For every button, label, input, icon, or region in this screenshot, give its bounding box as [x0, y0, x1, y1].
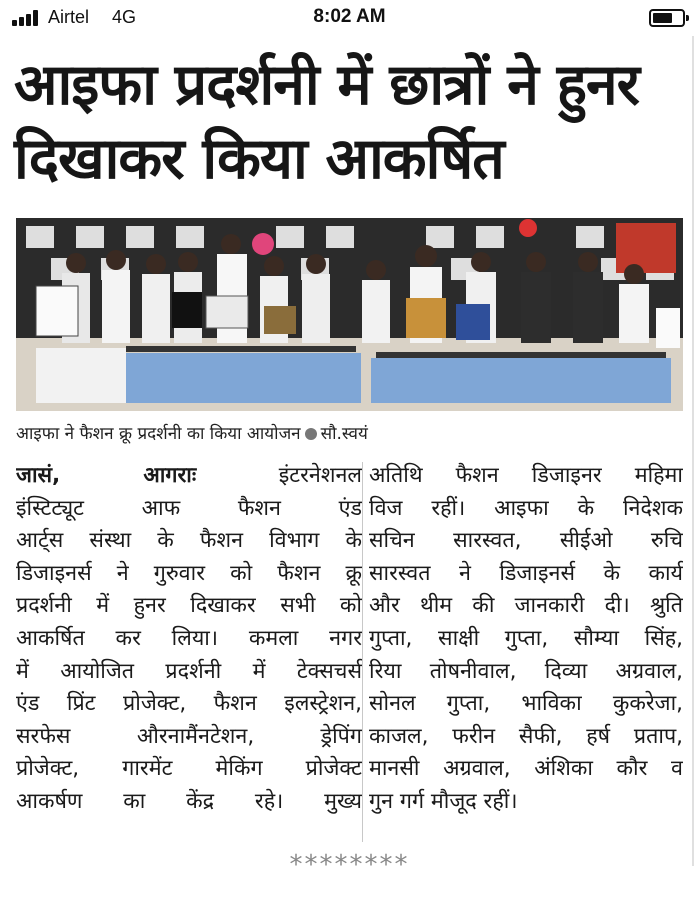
- article-line: सारस्वत ने डिजाइनर्स के कार्य: [369, 560, 683, 586]
- article-line: सरफेस औरनामैंनटेशन, ड्रेपिंग: [16, 723, 362, 749]
- bullet-dot-icon: [305, 428, 317, 440]
- article-line: आकर्षित कर लिया। कमला नगर: [16, 625, 362, 651]
- article-line: प्रदर्शनी में हुनर दिखाकर सभी को: [16, 593, 362, 619]
- status-bar: [0, 0, 699, 36]
- section-separator: ********: [289, 850, 410, 880]
- article-line: अतिथि फैशन डिजाइनर महिमा: [369, 463, 683, 488]
- article-line: प्रोजेक्ट, गारमेंट मेकिंग प्रोजेक्ट: [16, 756, 362, 782]
- article-column-right: [369, 460, 683, 819]
- article-line: में आयोजित प्रदर्शनी में टेक्सचर्स: [16, 658, 362, 684]
- headline-line-2: दिखाकर किया आकर्षित: [14, 126, 504, 192]
- article-line: गुप्ता, साक्षी गुप्ता, सौम्या सिंह,: [369, 625, 683, 651]
- headline-line-1: आइफा प्रदर्शनी में छात्रों ने हुनर: [14, 52, 639, 118]
- dateline: जासं, आगराः: [16, 463, 197, 488]
- article-line: सचिन सारस्वत, सीईओ रुचि: [369, 528, 683, 554]
- article-line: जासं, आगराः इंटरनेशनल: [16, 463, 362, 488]
- caption-credit: सौ.स्वयं: [320, 424, 368, 444]
- article-photo: [16, 218, 683, 411]
- article-line: काजल, फरीन सैफी, हर्ष प्रताप,: [369, 723, 683, 749]
- photo-caption: [16, 421, 368, 444]
- network-type: 4G: [112, 7, 137, 27]
- article-line: गुन गर्ग मौजूद रहीं।: [369, 788, 518, 814]
- article-column-left: [16, 460, 362, 819]
- article-line: आकर्षण का केंद्र रहे। मुख्य: [16, 788, 362, 814]
- article-line: सोनल गुप्ता, भाविका कुकरेजा,: [369, 691, 683, 717]
- battery-icon: [649, 9, 685, 27]
- page-edge: [692, 36, 694, 866]
- article-line: आर्ट्स संस्था के फैशन विभाग के: [16, 528, 362, 554]
- article-line: और थीम की जानकारी दी। श्रुति: [369, 593, 683, 619]
- carrier-name: Airtel: [48, 7, 90, 27]
- article-line: इंस्टिट्यूट आफ फैशन एंड: [16, 495, 362, 521]
- status-time: 8:02 AM: [313, 6, 386, 27]
- article-line: रिया तोषनीवाल, दिव्या अग्रवाल,: [369, 658, 683, 684]
- article-line: विज रहीं। आइफा के निदेशक: [369, 495, 683, 521]
- exhibition-photo-illustration: [16, 218, 683, 411]
- caption-text: आइफा ने फैशन क्रू प्रदर्शनी का किया आयोजन: [16, 424, 301, 444]
- article-line: डिजाइनर्स ने गुरुवार को फैशन क्रू: [16, 560, 362, 586]
- article-line: मानसी अग्रवाल, अंशिका कौर व: [369, 756, 683, 782]
- article-headline: [14, 48, 684, 196]
- column-divider: [362, 462, 363, 842]
- article-line: एंड प्रिंट प्रोजेक्ट, फैशन इलस्ट्रेशन,: [16, 691, 362, 717]
